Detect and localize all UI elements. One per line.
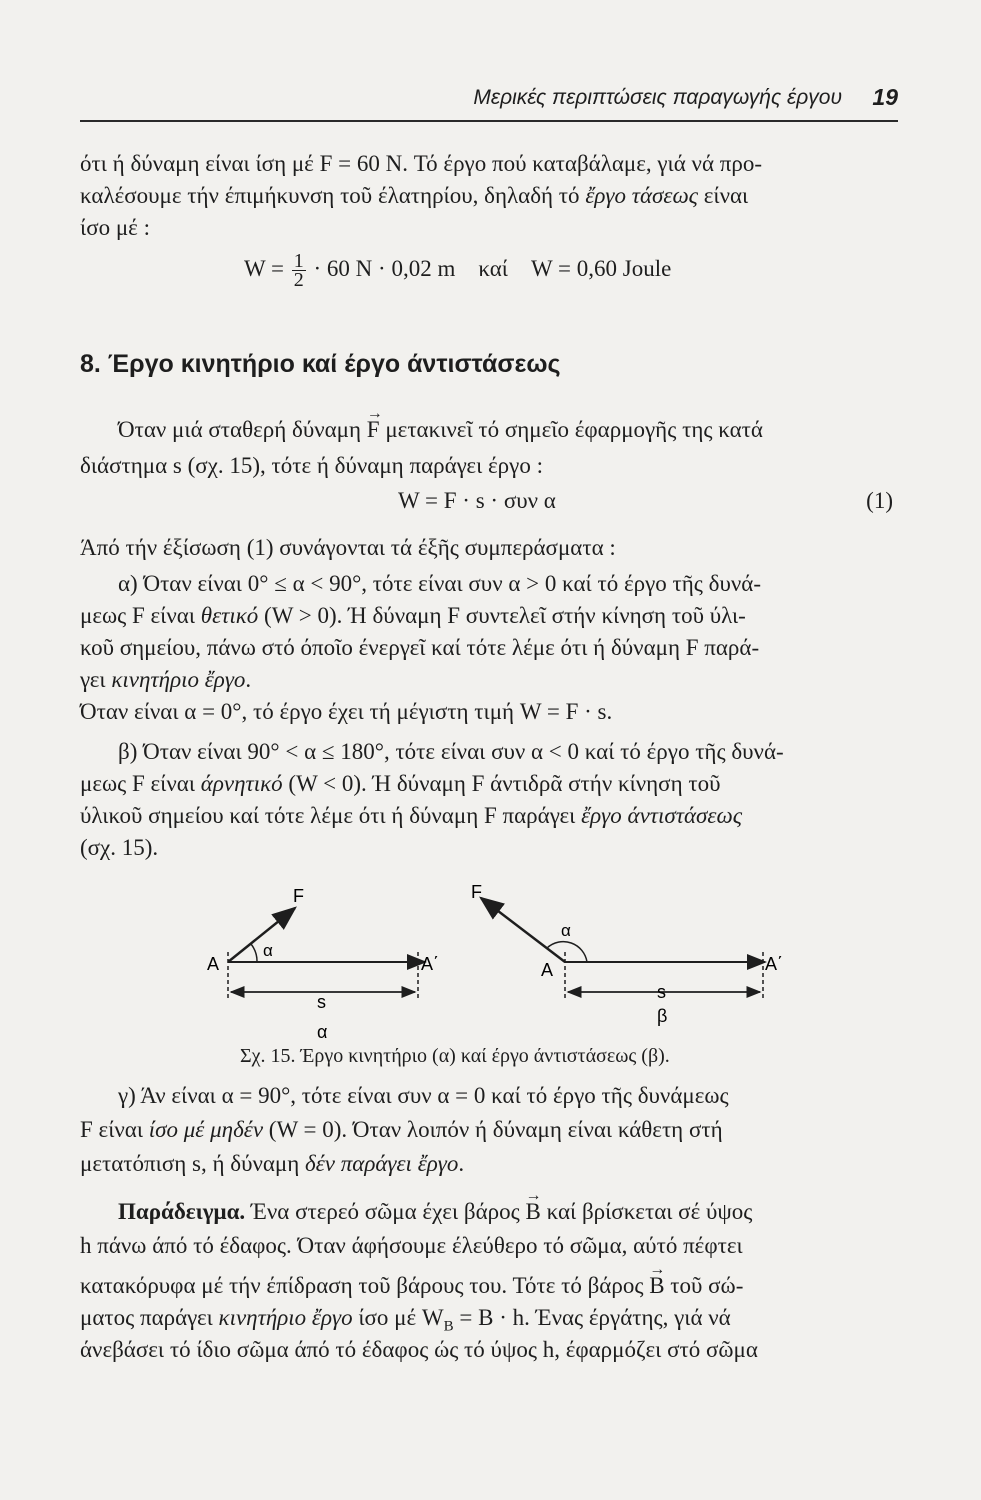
- label-angle: α: [263, 941, 273, 960]
- label-force: F: [471, 882, 482, 902]
- weight-vector-symbol: → B: [525, 1198, 540, 1226]
- label-distance: s: [657, 982, 666, 1002]
- weight-vector-symbol: → B: [649, 1272, 664, 1300]
- text-line: Όταν μιά σταθερή δύναμη → F μετακινεῖ τό σημεῖο έφαρμογῆς της κατά: [118, 416, 902, 444]
- section-heading: 8. Έργο κινητήριο καί έργο άντιστάσεως: [80, 350, 561, 378]
- text-line: β) Όταν είναι 90° < α ≤ 180°, τότε είναι συν α < 0 καί τό έργο τῆς δυνά-: [118, 739, 784, 764]
- header-title: Μερικές περιπτώσεις παραγωγής έργου: [473, 86, 842, 109]
- text-line: κοῦ σημείου, πάνω στό όποῖο ένεργεῖ καί τότε λέμε ότι ή δύναμη F παρά-: [80, 635, 760, 660]
- diagram-resistive-work: [471, 882, 783, 1026]
- figure-caption: Σχ. 15. Έργο κινητήριο (α) καί έργο άντιστάσεως (β).: [240, 1045, 670, 1067]
- page-number: 19: [872, 84, 898, 110]
- text-line: ίσο μέ :: [80, 215, 150, 240]
- label-angle: α: [561, 921, 571, 940]
- text-line: h πάνω άπό τό έδαφος. Όταν άφήσουμε έλεύθερο τό σῶμα, αύτό πέφτει: [80, 1233, 743, 1258]
- text-line: άνεβάσει τό ίδιο σῶμα άπό τό έδαφος ώς τό ύψος h, έφαρμόζει στό σῶμα: [80, 1337, 758, 1362]
- text-line: Παράδειγμα. Ένα στερεό σῶμα έχει βάρος → B καί βρίσκεται σέ ύψος: [118, 1198, 902, 1226]
- text-line: ματος παράγει κινητήριο ἔργο ίσο μέ $W_B = B \cdot h$. Ένας έργάτης, γιά νά: [80, 1305, 731, 1335]
- force-vector-symbol: → F: [367, 416, 380, 444]
- text-line: μετατόπιση s, ή δύναμη δέν παράγει ἔργο.: [80, 1151, 465, 1176]
- text-line: F είναι ίσο μέ μηδέν (W = 0). Όταν λοιπόν ή δύναμη είναι κάθετη στή: [80, 1117, 723, 1142]
- label-start: A: [207, 954, 220, 974]
- text-line: ότι ή δύναμη είναι ίση μέ F = 60 N. Τό έργο πού καταβάλαμε, γιά νά προ-: [80, 151, 762, 176]
- text-line: καλέσουμε τήν έπιμήκυνση τοῦ έλατηρίου, δηλαδή τό ἔργο τάσεως είναι: [80, 183, 749, 208]
- label-sub-a: α: [317, 1022, 328, 1042]
- label-sub-b: β: [657, 1006, 668, 1026]
- equation-number: (1): [866, 488, 893, 513]
- text-line: κατακόρυφα μέ τήν έπίδραση τοῦ βάρους του. Τότε τό βάρος → B τοῦ σώ-: [80, 1272, 902, 1300]
- text-line: γει κινητήριο ἔργο.: [80, 667, 252, 692]
- label-end: A΄: [421, 954, 439, 974]
- work-formula: W = $\frac{1}{2}$ · 60 N · 0,02 m καί W = 0,60 Joule: [244, 250, 672, 291]
- label-force: F: [293, 886, 304, 906]
- text-line: α) Όταν είναι 0° ≤ α < 90°, τότε είναι συν α > 0 καί τό έργο τῆς δυνά-: [118, 571, 762, 596]
- text-line: Άπό τήν έξίσωση (1) συνάγονται τά έξῆς συμπεράσματα :: [80, 535, 616, 560]
- figure-15: [195, 880, 795, 1045]
- text-line: Όταν είναι α = 0°, τό έργο έχει τή μέγιστη τιμή W = F · s.: [80, 699, 613, 724]
- text-line: διάστημα s (σχ. 15), τότε ή δύναμη παράγει έργο :: [80, 453, 543, 478]
- text-line: γ) Άν είναι α = 90°, τότε είναι συν α = 0 καί τό έργο τῆς δυνάμεως: [118, 1083, 729, 1108]
- text-line: μεως F είναι άρνητικό (W < 0). Ή δύναμη F άντιδρᾶ στήν κίνηση τοῦ: [80, 771, 721, 796]
- text-line: (σχ. 15).: [80, 835, 159, 860]
- label-end: A΄: [765, 954, 783, 974]
- running-header: [80, 80, 898, 122]
- text-line: μεως F είναι θετικό (W > 0). Ή δύναμη F συντελεῖ στήν κίνηση τοῦ ύλι-: [80, 603, 746, 628]
- equation-1: W = F · s · συν α: [398, 488, 556, 513]
- diagram-motive-work: [207, 886, 439, 1042]
- example-label: Παράδειγμα.: [118, 1199, 246, 1224]
- label-distance: s: [317, 992, 326, 1012]
- text-line: ύλικοῦ σημείου καί τότε λέμε ότι ή δύναμη F παράγει ἔργο άντιστάσεως: [80, 803, 743, 828]
- label-start: A: [541, 960, 554, 980]
